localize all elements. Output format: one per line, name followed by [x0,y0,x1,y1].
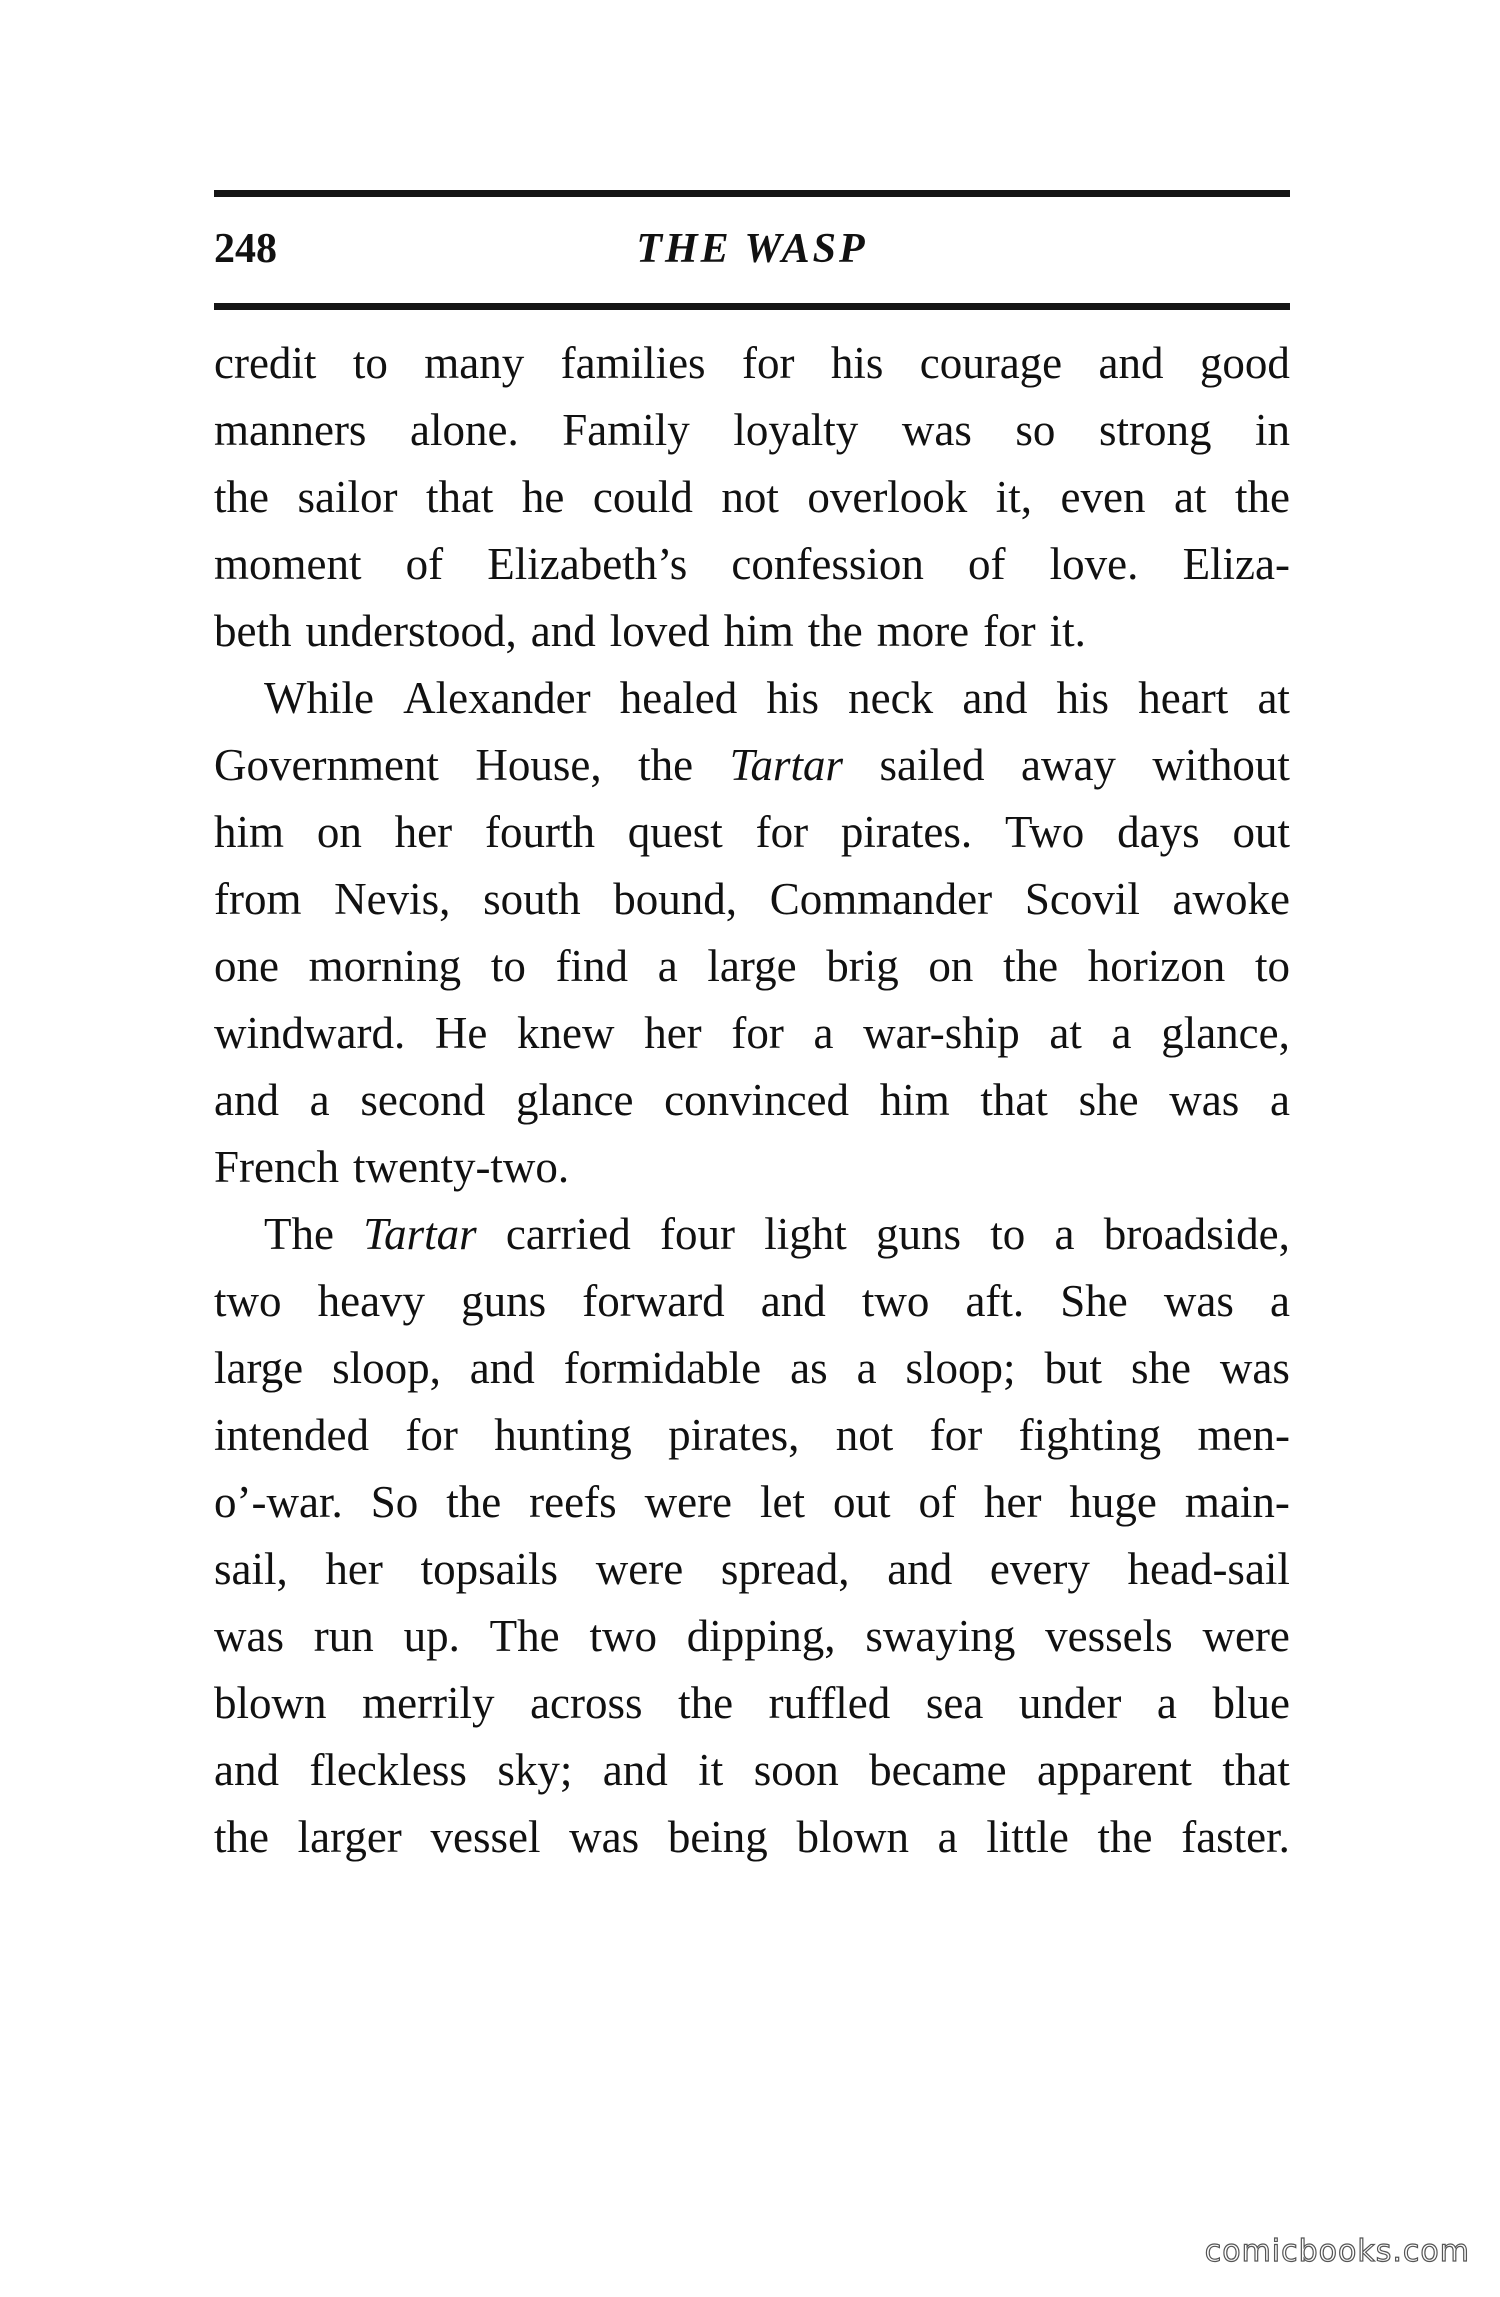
text-line [214,598,1290,665]
word: and [760,1276,826,1326]
word: his [766,673,819,723]
word: huge [1069,1477,1157,1527]
word: heavy [317,1276,426,1326]
word: good [1199,338,1290,388]
word: sloop; [905,1343,1016,1393]
word: for [983,606,1036,656]
word: it, [995,472,1033,522]
word: he [521,472,565,522]
word: being [667,1812,768,1862]
word: Nevis, [334,874,451,924]
word: him [723,606,794,656]
word: and [530,606,596,656]
word: He [434,1008,488,1058]
word: pirates. [840,807,973,857]
word: two [861,1276,930,1326]
word: large [214,1343,304,1393]
word: to [352,338,388,388]
word: spread, [720,1544,850,1594]
word: of [968,539,1006,589]
word: vessels [1045,1611,1173,1661]
word: loved [609,606,710,656]
word: main- [1184,1477,1290,1527]
word: her [394,807,453,857]
word: forward [582,1276,725,1326]
word: horizon [1087,941,1226,991]
word: the [214,1812,269,1862]
word: the [678,1678,734,1728]
body-text [214,330,1290,1871]
word: broadside, [1103,1209,1290,1259]
text-line [214,866,1290,933]
word: her [325,1544,383,1594]
word: for [929,1410,983,1460]
word: a [937,1812,958,1862]
word: were [644,1477,733,1527]
text-line [214,1201,1290,1268]
word: and [962,673,1028,723]
word: intended [214,1410,369,1460]
word: loyalty [733,405,859,455]
text-line [214,1536,1290,1603]
text-line [214,799,1290,866]
word: not [721,472,779,522]
word: and [1098,338,1164,388]
word: quest [627,807,723,857]
word: faster. [1181,1812,1290,1862]
word: families [560,338,706,388]
word: a [1269,1075,1290,1125]
word: her [983,1477,1042,1527]
word: blown [214,1678,327,1728]
word: ruffled [768,1678,891,1728]
word: sea [925,1678,984,1728]
text-line [214,1804,1290,1871]
word: was [214,1611,284,1661]
word: and [602,1745,668,1795]
word: the [1097,1812,1153,1862]
word: light [764,1209,847,1259]
word: for [755,807,809,857]
word: in [1254,405,1290,455]
word: glance, [1161,1008,1290,1058]
header-rule-top [214,190,1290,197]
running-title: THE WASP [636,226,868,272]
word: apparent [1037,1745,1192,1795]
word: a [309,1075,330,1125]
word: the [807,606,863,656]
word: became [869,1745,1007,1795]
text-line [214,531,1290,598]
word: courage [919,338,1063,388]
word: for [731,1008,784,1058]
word: windward. [214,1008,406,1058]
word: find [555,941,629,991]
word: his [1056,673,1110,723]
word: Elizabeth’s [487,539,688,589]
word: little [986,1812,1069,1862]
word: on [316,807,362,857]
word: more [876,606,970,656]
word: So [370,1477,419,1527]
word: credit [214,338,317,388]
word: knew [517,1008,615,1058]
word: let [760,1477,805,1527]
word: were [1202,1611,1290,1661]
word: sailor [297,472,398,522]
word: head-sail [1127,1544,1290,1594]
word: awoke [1172,874,1290,924]
word: across [530,1678,643,1728]
word: While [264,673,374,723]
word: of [405,539,444,589]
word: many [424,338,525,388]
word: to [1254,941,1290,991]
word: o’-war. [214,1477,343,1527]
word: guns [875,1209,961,1259]
word: moment [214,539,362,589]
text-line [214,1268,1290,1335]
word: at [1257,673,1290,723]
word: was [1163,1276,1234,1326]
word: pirates, [668,1410,800,1460]
word: could [592,472,693,522]
word: a [1156,1678,1177,1728]
word: Scovil [1024,874,1140,924]
word: bound, [613,874,738,924]
word: two [214,1276,282,1326]
word: reefs [529,1477,617,1527]
word: was [569,1812,640,1862]
word: four [660,1209,735,1259]
word: She [1060,1276,1128,1326]
word: brig [826,941,899,991]
word: of [918,1477,956,1527]
word: Two [1004,807,1085,857]
text-line [214,1335,1290,1402]
word: sail, [214,1544,288,1594]
text-line [214,397,1290,464]
word: understood, [305,606,517,656]
word: out [1232,807,1290,857]
word: without [1152,740,1290,790]
word: Eliza- [1182,539,1290,589]
word: to [990,1209,1026,1259]
word: that [425,472,494,522]
word: twenty-two. [352,1142,570,1192]
word: men- [1197,1410,1290,1460]
word: but [1044,1343,1103,1393]
word: fleckless [309,1745,467,1795]
word: the [638,740,694,790]
word: House, [475,740,602,790]
word: sky; [497,1745,573,1795]
word: larger [297,1812,402,1862]
word: Tartar [363,1209,477,1259]
word: vessel [430,1812,541,1862]
word: topsails [420,1544,559,1594]
word: a [1054,1209,1075,1259]
word: her [644,1008,702,1058]
word: The [264,1209,334,1259]
text-line [214,933,1290,1000]
word: soon [753,1745,839,1795]
word: it [698,1745,724,1795]
header-rule-bottom [214,303,1290,310]
word: Alexander [403,673,591,723]
word: hunting [494,1410,632,1460]
word: sloop, [332,1343,441,1393]
word: Commander [769,874,993,924]
page-number: 248 [214,226,277,272]
word: was [1169,1075,1240,1125]
word: healed [619,673,738,723]
word: dipping, [686,1611,836,1661]
word: glance [516,1075,634,1125]
word: a [813,1008,834,1058]
word: the [214,472,269,522]
text-line [214,1603,1290,1670]
word: carried [505,1209,631,1259]
word: to [490,941,526,991]
word: a [657,941,678,991]
text-line [214,1000,1290,1067]
word: strong [1098,405,1212,455]
word: second [360,1075,486,1125]
word: and [469,1343,535,1393]
word: away [1020,740,1116,790]
text-line [214,1134,1290,1201]
word: every [989,1544,1090,1594]
word: beth [214,606,292,656]
word: even [1060,472,1146,522]
word: the [1003,941,1059,991]
word: two [589,1611,657,1661]
word: she [1078,1075,1139,1125]
word: the [446,1477,502,1527]
word: neck [848,673,934,723]
word: confession [731,539,924,589]
word: Family [562,405,690,455]
text-line [214,1067,1290,1134]
word: formidable [563,1343,762,1393]
watermark: comicbooks.com [1204,2234,1470,2269]
word: the [1234,472,1290,522]
word: The [489,1611,560,1661]
word: heart [1138,673,1229,723]
word: at [1173,472,1207,522]
word: overlook [807,472,968,522]
word: swaying [865,1611,1016,1661]
word: one [214,941,279,991]
word: up. [403,1611,460,1661]
word: and [214,1075,279,1125]
text-line [214,1469,1290,1536]
word: Government [214,740,439,790]
word: alone. [410,405,519,455]
word: love. [1049,539,1139,589]
word: for [405,1410,458,1460]
word: his [830,338,884,388]
word: a [1111,1008,1132,1058]
word: for [741,338,795,388]
word: a [1269,1276,1290,1326]
word: that [1222,1745,1290,1795]
word: war-ship [863,1008,1020,1058]
word: Tartar [729,740,844,790]
text-line [214,732,1290,799]
word: was [1219,1343,1290,1393]
word: so [1015,405,1056,455]
word: that [980,1075,1048,1125]
word: large [707,941,797,991]
word: guns [461,1276,547,1326]
word: him [214,807,285,857]
word: morning [308,941,462,991]
word: on [928,941,974,991]
word: French [214,1142,339,1192]
word: south [483,874,581,924]
word: fourth [484,807,595,857]
text-line [214,1737,1290,1804]
word: under [1018,1678,1122,1728]
word: sailed [879,740,985,790]
word: and [214,1745,279,1795]
word: and [887,1544,953,1594]
word: run [313,1611,374,1661]
text-line [214,665,1290,732]
text-line [214,1670,1290,1737]
word: convinced [664,1075,850,1125]
word: days [1117,807,1200,857]
word: fighting [1018,1410,1162,1460]
word: out [832,1477,891,1527]
word: blue [1212,1678,1290,1728]
word: blown [796,1812,909,1862]
text-line [214,330,1290,397]
text-line [214,1402,1290,1469]
word: as [790,1343,828,1393]
word: him [879,1075,950,1125]
word: were [595,1544,684,1594]
word: a [856,1343,877,1393]
word: it. [1049,606,1086,656]
word: at [1049,1008,1082,1058]
word: she [1130,1343,1191,1393]
word: manners [214,405,367,455]
text-line [214,464,1290,531]
word: aft. [965,1276,1025,1326]
word: not [835,1410,894,1460]
word: merrily [362,1678,495,1728]
word: was [901,405,972,455]
word: from [214,874,302,924]
